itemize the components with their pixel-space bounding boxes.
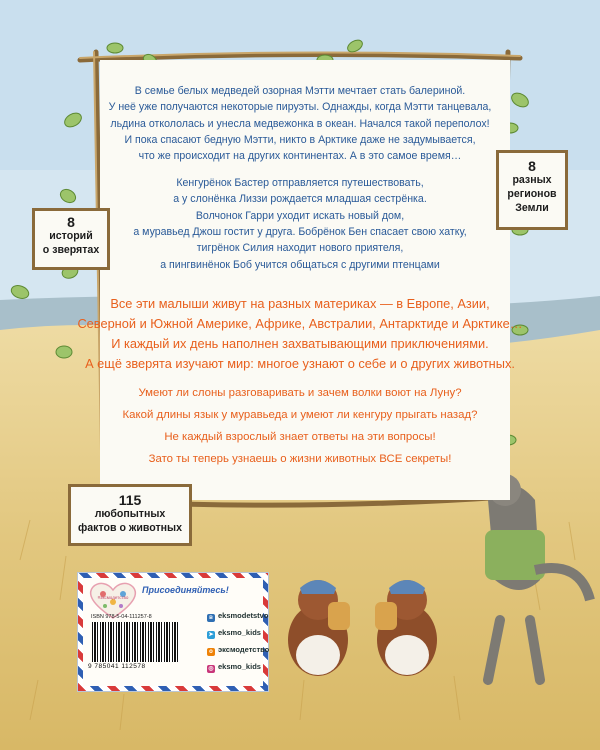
sign-facts-line: любопытных bbox=[94, 508, 166, 520]
social-handle: eksmo_kids bbox=[218, 628, 261, 637]
lead-line: И каждый их день наполнен захватывающими приключениями. bbox=[111, 336, 489, 351]
lead-line: Все эти малыши живут на разных материках — в Европе, Азии, bbox=[110, 296, 490, 311]
question-line: Какой длины язык у муравьеда и умеют ли кенгуру прыгать назад? bbox=[122, 409, 478, 421]
sign-facts bbox=[68, 484, 192, 546]
sign-facts-number: 115 bbox=[118, 492, 142, 508]
story-line: Кенгурёнок Бастер отправляется путешествовать, bbox=[176, 177, 424, 189]
barcode bbox=[92, 622, 180, 662]
story-line: а пингвинёнок Боб учится общаться с другими птенцами bbox=[160, 259, 440, 271]
instagram-icon: ◎ bbox=[208, 666, 214, 672]
social-handle: eksmo_kids bbox=[218, 662, 261, 671]
barcode-digits: 9 785041 112578 bbox=[88, 663, 146, 670]
sign-stories-line: о зверятах bbox=[42, 244, 100, 256]
join-label: Присоединяйтесь! bbox=[142, 585, 229, 595]
story-line: И пока спасают бедную Мэтти, никто в Арктике даже не задумывается, bbox=[124, 134, 476, 146]
story-line: В семье белых медведей озорная Мэтти мечтает стать балериной. bbox=[134, 85, 466, 97]
question-line: Умеют ли слоны разговаривать и зачем волки воют на Луну? bbox=[138, 387, 462, 399]
social-handle: эксмодетство bbox=[218, 645, 270, 654]
social-instagram[interactable] bbox=[207, 662, 261, 673]
social-odnoklassniki[interactable] bbox=[207, 645, 269, 656]
story-line: а муравьед Джош гостит у друга. Бобрёнок Бен спасает свою хатку, bbox=[133, 226, 467, 238]
sign-regions-line: Земли bbox=[515, 202, 549, 214]
question-line: Не каждый взрослый знает ответы на эти вопросы! bbox=[164, 431, 436, 443]
social-handle: eksmodetstvo bbox=[218, 611, 269, 620]
sign-stories bbox=[32, 208, 110, 270]
sign-regions-line: регионов bbox=[507, 188, 557, 200]
story-line: льдина откололась и унесла медвежонка в океан. Начался такой переполох! bbox=[110, 118, 490, 130]
lead-line: Северной и Южной Америке, Африке, Австралии, Антарктиде и Арктике… bbox=[77, 316, 523, 331]
sign-regions-line: разных bbox=[512, 174, 552, 186]
story-line: тигрёнок Силия находит нового приятеля, bbox=[196, 242, 404, 254]
sign-regions bbox=[496, 150, 568, 230]
story-line: У неё уже получаются некоторые пируэты. Однажды, когда Мэтти танцевала, bbox=[108, 101, 492, 113]
story-line: а у слонёнка Лиззи рождается младшая сестрёнка. bbox=[173, 193, 427, 205]
story-line: Волчонок Гарри уходит искать новый дом, bbox=[195, 210, 405, 222]
ok-icon: о bbox=[207, 648, 215, 656]
lead-line: А ещё зверята изучают мир: многое узнают о себе и о других животных. bbox=[85, 356, 515, 371]
sign-facts-line: фактов о животных bbox=[78, 522, 182, 534]
story-line: что же происходит на других континентах. А в это самое время… bbox=[138, 150, 462, 162]
vk-icon: в bbox=[207, 614, 215, 622]
question-line: Зато ты теперь узнаешь о жизни животных ВСЕ секреты! bbox=[148, 453, 452, 465]
social-telegram[interactable] bbox=[207, 628, 261, 639]
isbn-text: ISBN 978-5-04-111257-8 bbox=[91, 614, 152, 620]
sign-stories-line: историй bbox=[49, 230, 93, 242]
sign-stories-number: 8 bbox=[67, 214, 75, 230]
social-vk[interactable] bbox=[207, 611, 268, 622]
heart-label: #эксмодетство bbox=[97, 595, 129, 600]
sign-regions-number: 8 bbox=[528, 158, 536, 174]
telegram-icon: ➤ bbox=[208, 632, 214, 638]
